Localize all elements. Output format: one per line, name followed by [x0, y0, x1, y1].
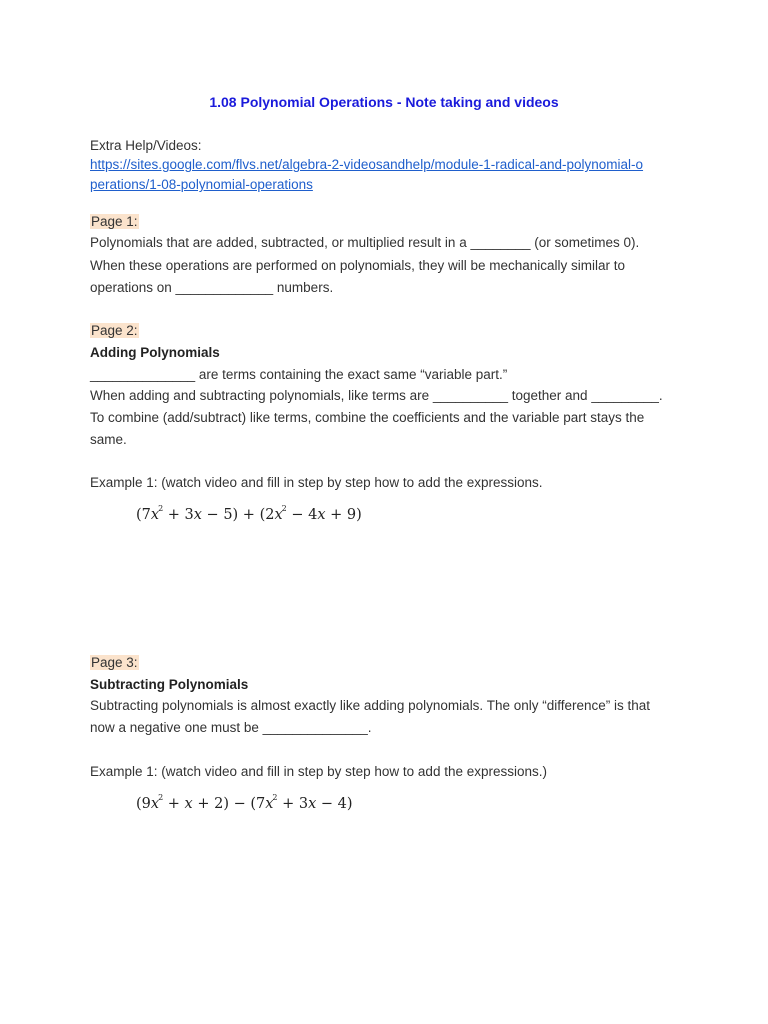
page1-line1: Polynomials that are added, subtracted, or multiplied result in a ________ (or sometimes 0).	[90, 235, 640, 250]
page1-heading	[90, 213, 139, 231]
extra-help-label: Extra Help/Videos:	[90, 138, 202, 153]
page2-heading	[90, 322, 139, 340]
page2-example-label: Example 1: (watch video and fill in step by step how to add the expressions.	[90, 475, 543, 490]
page3-line2: now a negative one must be ______________.	[90, 720, 372, 735]
extra-help-link-line2[interactable]: perations/1-08-polynomial-operations	[90, 177, 313, 192]
extra-help-link-line1[interactable]: https://sites.google.com/flvs.net/algebra-2-videosandhelp/module-1-radical-and-polynomial-o	[90, 157, 644, 172]
document-title: 1.08 Polynomial Operations - Note taking and videos	[209, 94, 559, 110]
page3-example-expression: $(9x^2 + x + 2) - (7x^2 + 3x - 4)$	[136, 793, 353, 812]
page3-subheading: Subtracting Polynomials	[90, 677, 249, 692]
page2-example-expression: $(7x^2 + 3x - 5) + (2x^2 - 4x + 9)$	[136, 504, 362, 523]
page1-line3: operations on _____________ numbers.	[90, 280, 334, 295]
page2-line3: To combine (add/subtract) like terms, combine the coefficients and the variable part stays the	[90, 410, 645, 425]
page3-heading-text: Page 3:	[91, 655, 138, 670]
page2-line1: ______________ are terms containing the exact same “variable part.”	[90, 367, 508, 382]
page1-heading-text: Page 1:	[91, 214, 138, 229]
page3-example-label: Example 1: (watch video and fill in step by step how to add the expressions.)	[90, 764, 547, 779]
page2-line2: When adding and subtracting polynomials, like terms are __________ together and _________.	[90, 388, 663, 403]
page3-heading	[90, 654, 139, 672]
page2-heading-text: Page 2:	[91, 323, 138, 338]
page3-line1: Subtracting polynomials is almost exactly like adding polynomials. The only “difference” is that	[90, 698, 651, 713]
page2-line4: same.	[90, 432, 127, 447]
page1-line2: When these operations are performed on polynomials, they will be mechanically similar to	[90, 258, 626, 273]
page2-subheading: Adding Polynomials	[90, 345, 220, 360]
